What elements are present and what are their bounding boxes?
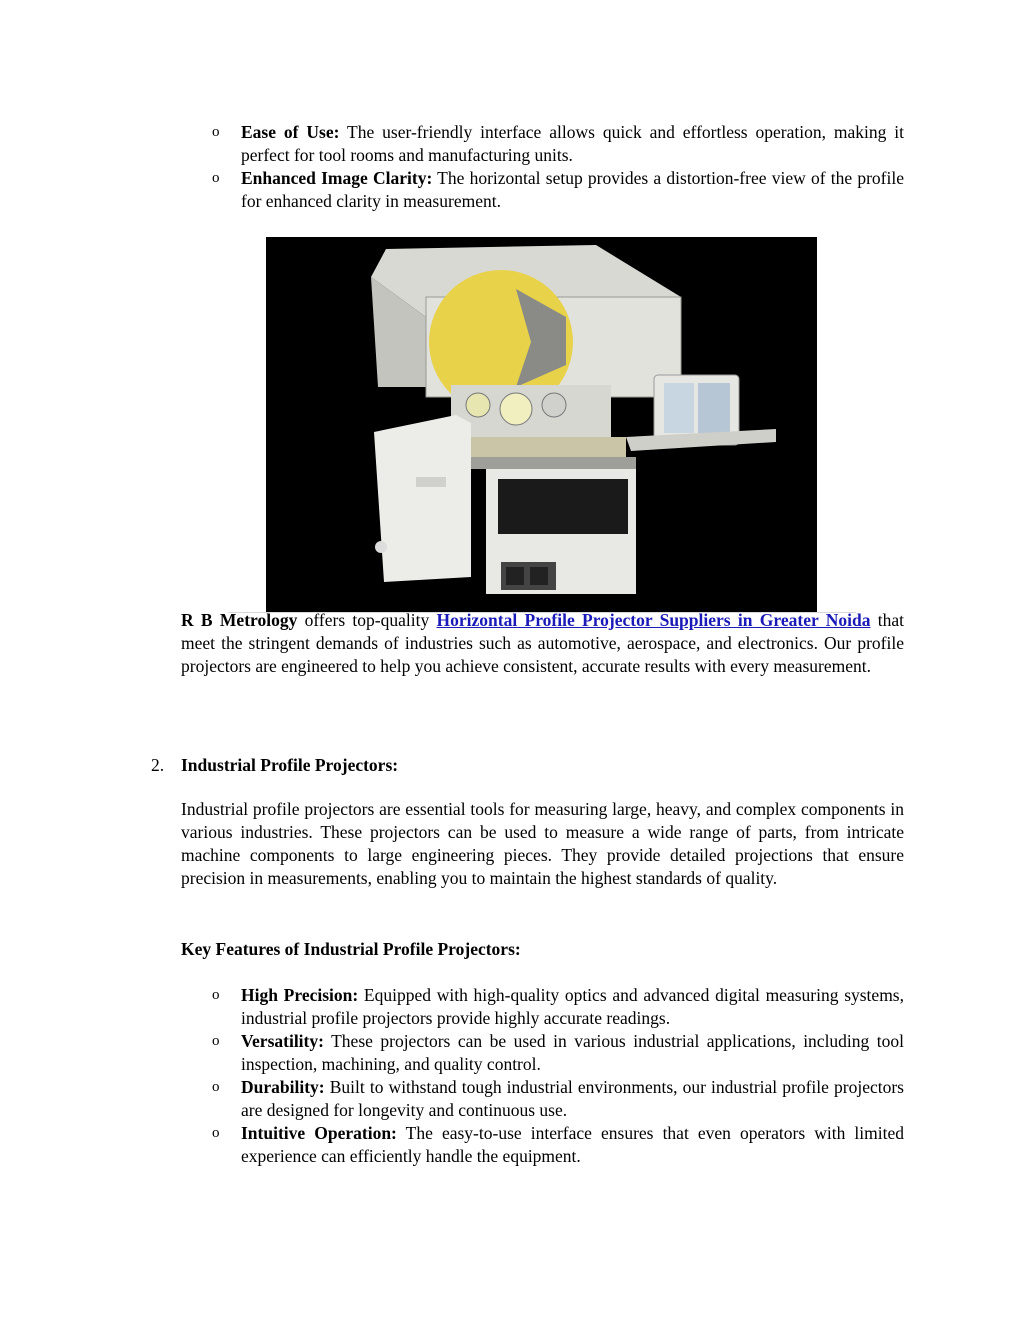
bullet-marker: o: [212, 987, 220, 1003]
profile-projector-photo: [266, 237, 817, 613]
section-number: 2.: [151, 755, 165, 775]
suppliers-link[interactable]: Horizontal Profile Projector Suppliers in Greater Noida: [436, 610, 871, 630]
list-item: [212, 121, 904, 167]
bullet-text: The user-friendly interface allows quick and effortless operation, making it perfect for tool rooms and manufacturing units.: [241, 122, 904, 165]
section-title: Industrial Profile Projectors:: [181, 755, 399, 775]
feature-term: High Precision:: [241, 985, 359, 1005]
feature-term: Versatility:: [241, 1031, 324, 1051]
feature-term: Intuitive Operation:: [241, 1123, 397, 1143]
list-item: [212, 1122, 904, 1168]
list-item: [212, 1030, 904, 1076]
bullet-marker: o: [212, 170, 220, 186]
intro-text-post: that meet the stringent demands of industries such as automotive, aerospace, and electronics. Our profile projectors are engineered to help you achieve consistent, accurate results with every measurement.: [181, 610, 904, 676]
feature-text: The easy-to-use interface ensures that even operators with limited experience can efficiently handle the equipment.: [241, 1123, 904, 1166]
intro-paragraph: [181, 609, 904, 678]
intro-text-pre: offers top-quality: [297, 610, 437, 630]
list-item: [212, 1076, 904, 1122]
top-bullet-list: [212, 121, 904, 213]
feature-text: Equipped with high-quality optics and advanced digital measuring systems, industrial profile projectors provide highly accurate readings.: [241, 985, 904, 1028]
bullet-marker: o: [212, 1125, 220, 1141]
feature-text: These projectors can be used in various industrial applications, including tool inspection, machining, and quality control.: [241, 1031, 904, 1074]
bullet-marker: o: [212, 1033, 220, 1049]
bullet-text: The horizontal setup provides a distortion-free view of the profile for enhanced clarity in measurement.: [241, 168, 904, 211]
bullet-marker: o: [212, 124, 220, 140]
features-list: [212, 984, 904, 1168]
list-item: [212, 167, 904, 213]
features-heading: [181, 938, 904, 961]
feature-text: Built to withstand tough industrial environments, our industrial profile projectors are designed for longevity and continuous use.: [241, 1077, 904, 1120]
brand-name: R B Metrology: [181, 610, 298, 630]
feature-term: Durability:: [241, 1077, 325, 1097]
projector-illustration: [266, 237, 817, 613]
bullet-marker: o: [212, 1079, 220, 1095]
bullet-term: Enhanced Image Clarity:: [241, 168, 433, 188]
list-item: [212, 984, 904, 1030]
features-heading-text: Key Features of Industrial Profile Projectors:: [181, 939, 521, 959]
section-body: Industrial profile projectors are essential tools for measuring large, heavy, and complex components in various industries. These projectors can be used to measure a wide range of parts, from intricate machine components to large engineering pieces. They provide detailed projections that ensure precision in measurements, enabling you to maintain the highest standards of quality.: [181, 799, 904, 888]
bullet-term: Ease of Use:: [241, 122, 340, 142]
section-heading: [151, 754, 398, 777]
